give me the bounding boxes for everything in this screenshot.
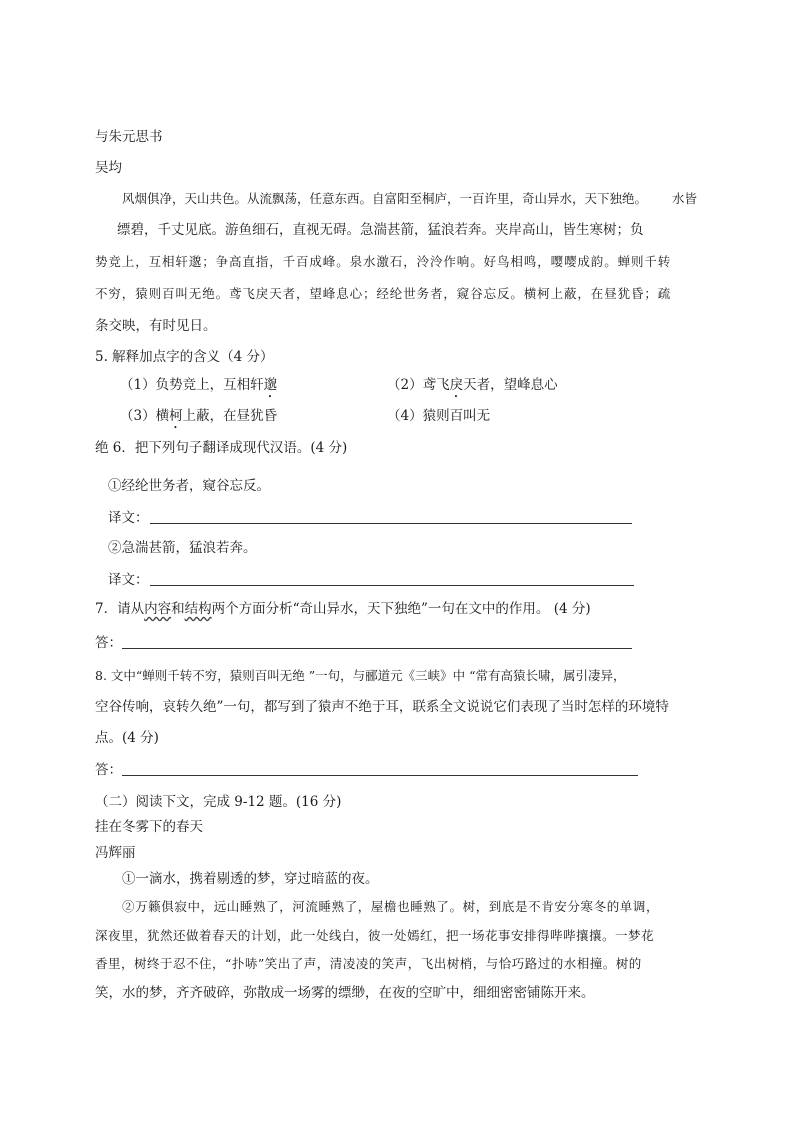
q7-answer-line[interactable] <box>122 648 632 649</box>
q7-stem-c: 和 <box>171 601 185 617</box>
q5-item-2-pre: （2）鸢飞 <box>387 377 450 393</box>
q5-item-3-post: 上蔽，在昼犹昏 <box>182 408 278 424</box>
q5-item-3-pre: （3）横 <box>120 408 170 424</box>
q6-answer-1-line[interactable] <box>150 523 632 524</box>
passage-line-4: 不穷，猿则百叫无绝。鸢飞戾天者，望峰息心；经纶世务者，窥谷忘反。横柯上蔽，在昼犹昏；疏 <box>95 286 672 301</box>
q5-item-2-post: 天者，望峰息心 <box>463 377 558 393</box>
q5-item-1 <box>120 375 277 401</box>
section2-para-1: ①一滴水，携着剔透的梦，穿过暗蓝的夜。 <box>122 871 379 887</box>
q6-sentence-2: ②急湍甚箭，猛浪若奔。 <box>108 540 257 556</box>
q7-stem-structure: 结构 <box>184 601 212 617</box>
passage-line-5: 条交映，有时见日。 <box>95 318 217 334</box>
section2-para-2-line-1: ②万籁俱寂中，远山睡熟了，河流睡熟了，屋檐也睡熟了。树，到底是不肯安分寒冬的单调， <box>122 899 660 914</box>
section2-para-2-line-3: 香里，树终于忍不住，“扑哧”笑出了声，清凌凌的笑声，飞出树梢，与恰巧路过的水相撞。树的 <box>95 956 642 971</box>
section2-para-2-line-4: 笑，水的梦，齐齐破碎，弥散成一场雾的缥缈，在夜的空旷中，细细密密铺陈开来。 <box>95 985 595 1001</box>
q5-item-2-dotted: 戾 <box>449 377 464 393</box>
passage-author: 吴均 <box>95 160 122 176</box>
q5-item-4: （4）猿则百叫无 <box>387 408 491 424</box>
section2-author: 冯辉丽 <box>95 845 136 861</box>
q6-stem: 绝 6．把下列句子翻译成现代汉语。(4 分) <box>95 440 348 456</box>
q8-line-3: 点。(4 分) <box>95 730 159 746</box>
section2-heading: （二）阅读下文，完成 9-12 题。(16 分) <box>95 794 342 810</box>
q6-answer-2-line[interactable] <box>150 585 634 586</box>
section2-para-2-line-2: 深夜里，犹然还做着春天的计划，此一处线白，彼一处嫣红，把一场花事安排得哔哔攘攘。一梦花 <box>95 928 655 943</box>
passage-line-1-text: 风烟俱净，天山共色。从流飘荡，任意东西。自富阳至桐庐，一百许里，奇山异水，天下独绝。 <box>122 191 648 206</box>
q7-stem-a: 7．请从 <box>95 601 145 617</box>
q5-item-3 <box>120 406 277 432</box>
passage-line-2: 缥碧，千丈见底。游鱼细石，直视无碍。急湍甚箭，猛浪若奔。夹岸高山，皆生寒树；负 <box>117 222 644 238</box>
q7-stem-e: 两个方面分析“奇山异水，天下独绝”一句在文中的作用。 (4 分) <box>211 601 591 617</box>
q5-item-2 <box>387 375 558 401</box>
q6-answer-1-label: 译文： <box>108 510 149 526</box>
q8-answer-line[interactable] <box>122 775 638 776</box>
q6-answer-2-label: 译文： <box>108 572 149 588</box>
q7-stem <box>95 599 591 619</box>
passage-line-1 <box>122 189 647 209</box>
q5-item-1-dotted: 邈 <box>263 377 278 393</box>
passage-line-1-tail: 水皆 <box>672 191 698 206</box>
section2-title: 挂在冬雾下的春天 <box>95 819 203 835</box>
q7-stem-content: 内容 <box>144 601 172 617</box>
q6-sentence-1: ①经纶世务者，窥谷忘反。 <box>108 478 270 494</box>
passage-line-3: 势竞上，互相轩邈；争高直指，千百成峰。泉水激石，泠泠作响。好鸟相鸣，嘤嘤成韵。蝉则千转 <box>95 254 672 269</box>
q8-line-1: 8. 文中“蝉则千转不穷，猿则百叫无绝 ”一句，与郦道元《三峡》中 “常有高猿长啸，属引凄异， <box>95 668 626 683</box>
passage-title: 与朱元思书 <box>95 129 163 145</box>
q5-item-3-dotted: 柯 <box>169 408 183 424</box>
q5-stem: 5. 解释加点字的含义（4 分） <box>95 349 274 365</box>
q7-answer-label: 答： <box>95 635 122 651</box>
q8-answer-label: 答： <box>95 762 122 778</box>
q8-line-2: 空谷传响，哀转久绝”一句，都写到了猿声不绝于耳，联系全文说说它们表现了当时怎样的环境特 <box>95 699 669 715</box>
q5-item-1-text: （1）负势竞上，互相轩 <box>120 377 264 393</box>
